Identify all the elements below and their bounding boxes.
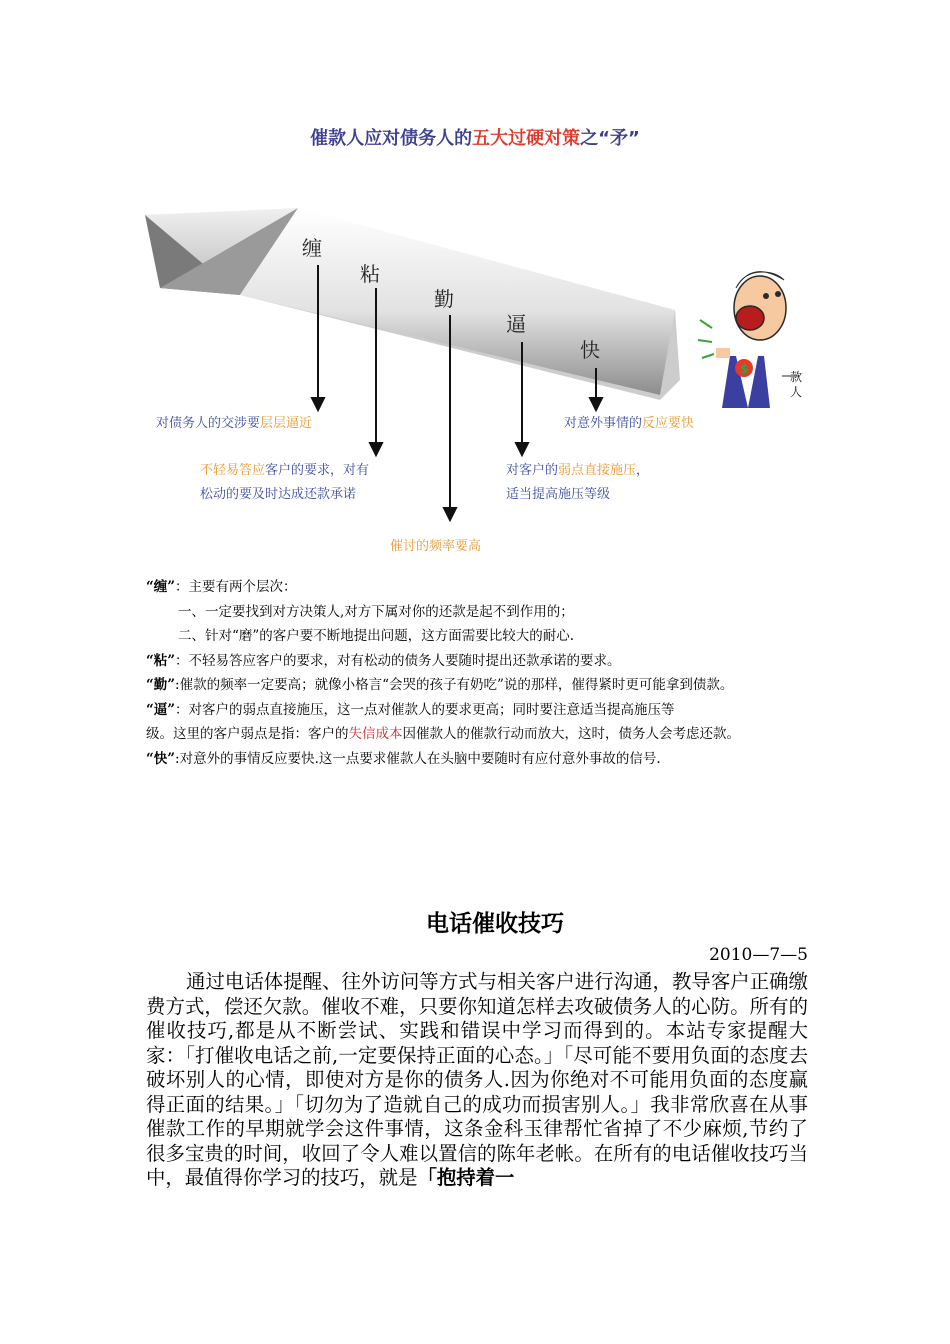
title-highlight: 五大过硬对策 bbox=[472, 128, 581, 149]
arrowhead-icon bbox=[312, 398, 324, 410]
note-kuai bbox=[146, 747, 826, 772]
label-bi-line2: 适当提高施压等级 bbox=[506, 487, 611, 502]
bar-char-bi: 逼 bbox=[506, 312, 526, 336]
note-key: “缠” bbox=[146, 579, 176, 595]
label-text: 客户的要求，对有 bbox=[265, 463, 370, 478]
eye-icon bbox=[775, 291, 781, 297]
exclaim-lines-icon bbox=[698, 320, 714, 358]
note-qin bbox=[146, 673, 826, 698]
label-text: 对债务人的交涉要 bbox=[156, 416, 261, 431]
note-key: “快” bbox=[146, 750, 176, 767]
note-chan bbox=[146, 575, 826, 600]
bar-char-nian: 粘 bbox=[360, 262, 380, 286]
note-key: “勤” bbox=[146, 677, 176, 693]
notes-section bbox=[146, 575, 826, 771]
label-text: 对意外事情的 bbox=[564, 416, 643, 431]
label-nian bbox=[200, 459, 369, 507]
label-nian-line2: 松动的要及时达成还款承诺 bbox=[200, 487, 357, 502]
article-body-text: 通过电话体提醒、往外访问等方式与相关客户进行沟通，教导客户正确缴费方式，偿还欠款。催收不难，只要你知道怎样去攻破债务人的心防。所有的催收技巧,都是从不断尝试、实践和错误中学习而得到的。本站专家提醒大家：「打催收电话之前,一定要保持正面的心态。」「尽可能不要用负面的态度去破坏别人的心情，即使对方是你的债务人.因为你绝对不可能用负面的态度赢得正面的结果。」「切勿为了造就自己的成功而损害别人。」我非常欣喜在从事催款工作的早期就学会这件事情，这条金科玉律帮忙省掉了不少麻烦,节约了很多宝贵的时间，收回了令人难以置信的陈年老帐。在所有的电话催收技巧当中，最值得你学习的技巧，就是 bbox=[146, 970, 808, 1189]
label-bi bbox=[506, 459, 649, 507]
arrowhead-icon bbox=[444, 508, 456, 520]
arrowhead-icon bbox=[590, 398, 602, 410]
note-key: “粘” bbox=[146, 652, 176, 669]
article-title: 电话催收技巧 bbox=[426, 910, 564, 937]
mouth-icon bbox=[736, 306, 764, 330]
article-date: 2010—7—5 bbox=[709, 945, 808, 965]
article-body bbox=[146, 970, 808, 1191]
bar-char-chan: 缠 bbox=[302, 236, 322, 260]
label-nian-line1 bbox=[200, 459, 369, 483]
label-highlight: 弱点直接施压 bbox=[558, 463, 637, 478]
bar-char-kuai: 快 bbox=[580, 338, 600, 362]
label-text: 对客户的 bbox=[506, 463, 559, 478]
note-text: :对意外的事情反应要快.这一点要求催款人在头脑中要随时有应付意外事故的信号. bbox=[175, 750, 661, 767]
label-qin: 催讨的频率要高 bbox=[390, 539, 482, 554]
label-highlight: 不轻易答应 bbox=[200, 463, 266, 478]
title-part: 之“矛” bbox=[580, 128, 640, 149]
svg-text:$: $ bbox=[740, 362, 749, 376]
note-text: 因催款人的催款行动而放大，这时，债务人会考虑还款。 bbox=[402, 726, 740, 742]
note-chan-2: 二、针对“磨”的客户要不断地提出问题，这方面需要比较大的耐心. bbox=[178, 628, 575, 644]
label-highlight: 反应要快 bbox=[642, 416, 695, 431]
label-highlight: 层层逼近 bbox=[260, 416, 313, 431]
note-chan-1: 一、一定要找到对方决策人,对方下属对你的还款是起不到作用的； bbox=[178, 603, 574, 620]
note-text: ：不轻易答应客户的要求，对有松动的债务人要随时提出还款承诺的要求。 bbox=[175, 652, 621, 669]
note-text: :催款的频率一定要高；就像小格言“会哭的孩子有奶吃”说的那样，催得紧时更可能拿到债款。 bbox=[175, 677, 734, 693]
label-text: ， bbox=[636, 463, 650, 478]
note-bi bbox=[146, 698, 826, 747]
note-highlight: 失信成本 bbox=[348, 726, 403, 742]
hand-icon bbox=[716, 348, 730, 358]
note-text: 级。这里的客户弱点是指：客户的 bbox=[146, 726, 349, 742]
arrowhead-icon bbox=[516, 443, 528, 455]
diagram-title bbox=[0, 124, 950, 150]
bar-char-qin: 勤 bbox=[434, 287, 454, 311]
person-label: 款人 bbox=[790, 370, 803, 399]
debt-collector-cartoon bbox=[692, 258, 802, 418]
label-kuai bbox=[564, 412, 694, 431]
title-part: 催款人应对债务人的 bbox=[310, 128, 473, 149]
note-text: ：主要有两个层次： bbox=[175, 579, 297, 595]
arrowhead-icon bbox=[370, 443, 382, 455]
eye-icon bbox=[763, 293, 769, 299]
note-text: ：对客户的弱点直接施压，这一点对催款人的要求更高；同时要注意适当提高施压等 bbox=[175, 701, 675, 718]
note-key: “逼” bbox=[146, 701, 176, 718]
note-nian bbox=[146, 649, 826, 674]
label-chan bbox=[156, 412, 312, 431]
label-bi-line1 bbox=[506, 459, 649, 483]
article-body-bold: 「抱持着一 bbox=[417, 1166, 515, 1189]
